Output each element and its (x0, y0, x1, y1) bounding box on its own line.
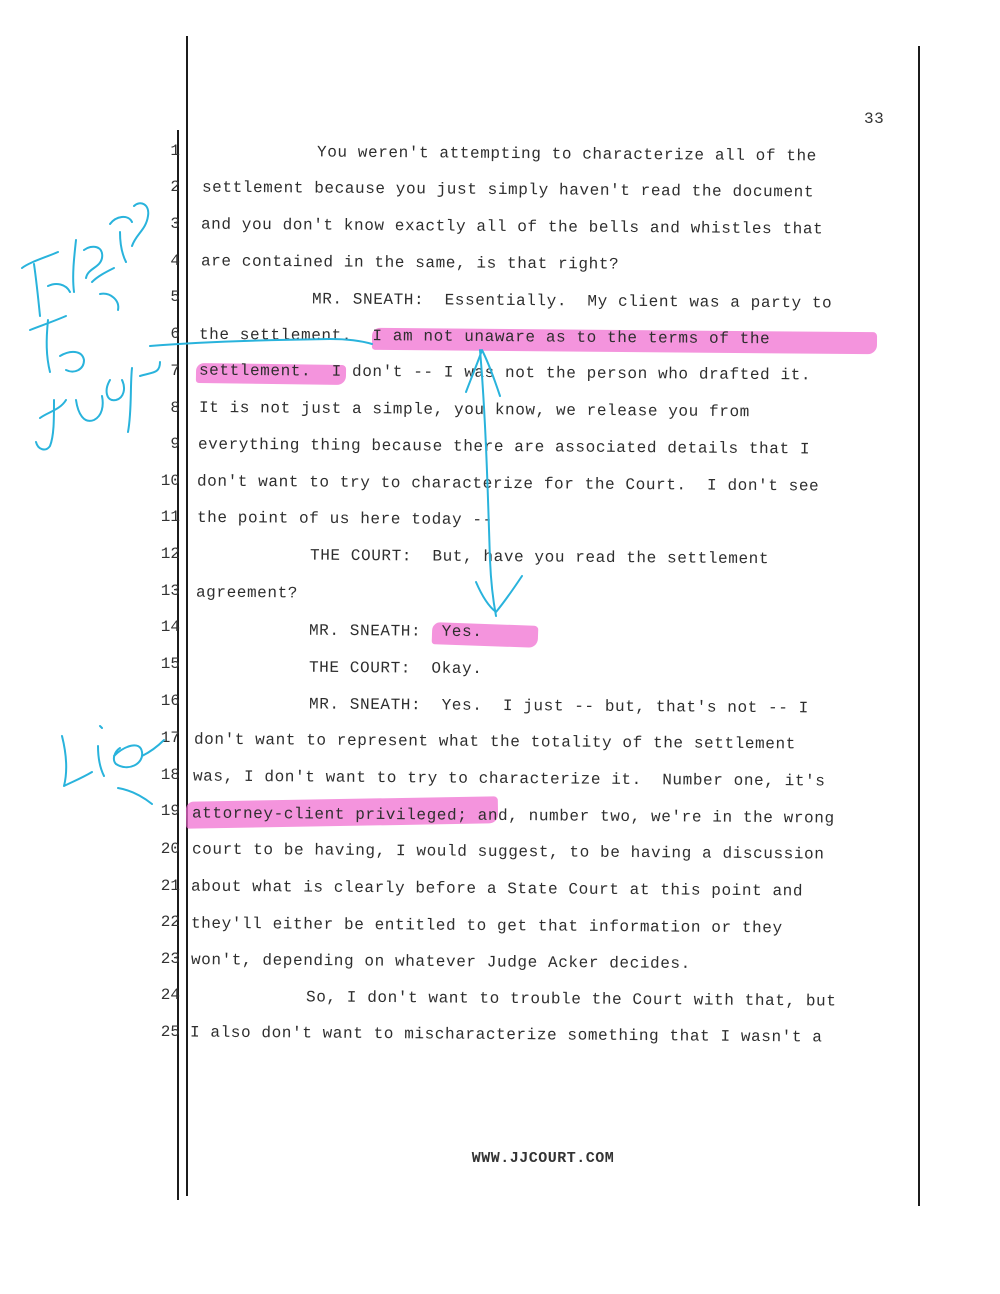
line-text: MR. SNEATH: Yes. I just -- but, that's not -- I (206, 694, 809, 718)
line-number: 1 (170, 142, 180, 160)
line-text: they'll either be entitled to get that information or they (190, 914, 783, 938)
margin-scribble-3 (36, 362, 160, 449)
line-text: court to be having, I would suggest, to be having a discussion (191, 840, 825, 864)
line-text: I also don't want to mischaracterize something that I wasn't a (189, 1023, 823, 1047)
line-number: 14 (160, 618, 180, 636)
left-margin-rule (186, 36, 188, 1196)
line-number: 23 (160, 950, 180, 968)
line-number: 7 (170, 362, 180, 380)
line-text: THE COURT: But, have you read the settlement (207, 545, 770, 569)
line-number: 17 (160, 729, 180, 747)
line-text: the point of us here today -- (196, 508, 493, 530)
line-text: THE COURT: Okay. (206, 657, 483, 679)
line-text: settlement. I don't -- I was not the person who drafted it. (198, 361, 812, 385)
line-text: don't want to represent what the totality of the settlement (193, 730, 796, 754)
arrow-head-bottom (476, 576, 522, 612)
line-text: MR. SNEATH: Essentially. My client was a party to (209, 289, 833, 313)
line-number: 9 (170, 435, 180, 453)
line-number: 18 (160, 766, 180, 784)
line-number: 3 (170, 215, 180, 233)
margin-scribble-1 (22, 203, 148, 316)
line-text: about what is clearly before a State Court at this point and (190, 877, 804, 901)
margin-scribble-2 (30, 268, 118, 372)
line-number: 6 (170, 325, 180, 343)
line-number: 16 (160, 692, 180, 710)
line-text: won't, depending on whatever Judge Acker decides. (190, 951, 691, 973)
line-number: 2 (170, 178, 180, 196)
line-text: the settlement. I am not unaware as to the terms of the (198, 325, 771, 349)
line-number: 20 (160, 840, 180, 858)
line-text: and you don't know exactly all of the bells and whistles that (200, 215, 824, 239)
page-number: 33 (864, 110, 885, 128)
line-text: everything thing because there are associated details that I (197, 435, 811, 459)
line-number: 12 (160, 545, 180, 563)
line-text: attorney-client privileged; and, number two, we're in the wrong (191, 804, 835, 828)
line-number: 21 (160, 877, 180, 895)
line-number: 22 (160, 913, 180, 931)
right-margin-rule (918, 46, 920, 1206)
line-text: are contained in the same, is that right? (200, 252, 620, 274)
line-text: MR. SNEATH: Yes. (206, 620, 483, 642)
line-number: 10 (160, 472, 180, 490)
line-text: was, I don't want to try to characterize it. Number one, it's (192, 767, 826, 791)
margin-scribble-lie (62, 726, 164, 804)
line-number: 13 (160, 582, 180, 600)
line-number: 15 (160, 655, 180, 673)
line-number: 24 (160, 986, 180, 1004)
line-text: So, I don't want to trouble the Court with that, but (203, 987, 837, 1011)
line-number: 8 (170, 399, 180, 417)
line-text: settlement because you just simply haven't read the document (201, 178, 815, 202)
line-number: 5 (170, 288, 180, 306)
line-text: agreement? (195, 583, 299, 603)
line-number: 25 (160, 1023, 180, 1041)
line-number: 4 (170, 252, 180, 270)
line-number: 19 (160, 802, 180, 820)
line-number: 11 (160, 508, 180, 526)
line-text: You weren't attempting to characterize all of the (214, 142, 817, 166)
line-text: don't want to try to characterize for the Court. I don't see (196, 472, 820, 496)
footer-website: WWW.JJCOURT.COM (471, 1150, 615, 1167)
line-text: It is not just a simple, you know, we release you from (198, 398, 750, 422)
